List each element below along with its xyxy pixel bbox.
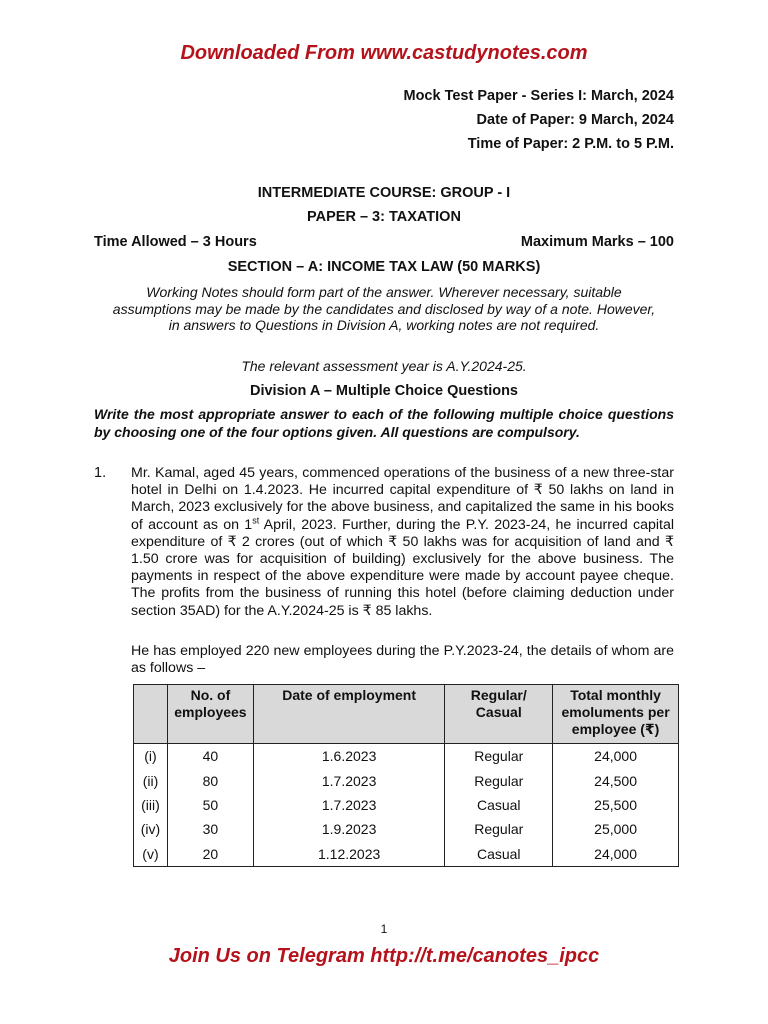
employees-table [133,684,679,867]
course-title: INTERMEDIATE COURSE: GROUP - I [257,185,511,201]
cell-type: Regular [445,817,553,841]
cell-emoluments: 24,500 [553,768,679,792]
cell-employees: 40 [167,744,253,769]
time-allowed: Time Allowed – 3 Hours [94,234,257,250]
paper-title: PAPER – 3: TAXATION [307,209,461,225]
cell-emoluments: 25,500 [553,793,679,817]
question-paragraph-2: He has employed 220 new employees during the P.Y.2023-24, the details of whom are as follows – [131,643,674,677]
col-header-serial [134,685,168,744]
question-text-a: Mr. Kamal, aged 45 years, commenced operations of the business of a new three-star hotel in Delhi on 1.4.2023. He incurred capital expenditure of ₹ 50 lakhs on land in March, 2023 exclusively for the above business, and capitalized the same in his books of account as on 1 [131,465,674,533]
download-banner[interactable]: Downloaded From www.castudynotes.com [180,42,588,64]
assessment-year-note: The relevant assessment year is A.Y.2024-25. [241,358,527,374]
table-row [134,768,679,792]
table-row [134,842,679,867]
cell-type: Regular [445,744,553,769]
question-text-b: April, 2023. Further, during the P.Y. 2023-24, he incurred capital expenditure of ₹ 2 crores (out of which ₹ 50 lakhs was for acquisition of land and ₹ 1.50 crore was for acquisition of building) exclusively for the above business. The payments in respect of the above expenditure were made by account payee cheque. The profits from the business of running this hotel (before claiming deduction under section 35AD) for the A.Y.2024-25 is ₹ 85 lakhs. [131,516,674,619]
superscript: st [252,514,260,525]
cell-date: 1.6.2023 [253,744,444,769]
time-marks-row [94,234,674,250]
cell-serial: (ii) [134,768,168,792]
cell-employees: 20 [167,842,253,867]
col-header-date: Date of employment [253,685,444,744]
col-header-emoluments: Total monthly emoluments per employee (₹) [553,685,679,744]
cell-employees: 50 [167,793,253,817]
table-row [134,817,679,841]
cell-serial: (i) [134,744,168,769]
telegram-banner[interactable]: Join Us on Telegram http://t.me/canotes_ipcc [168,945,600,967]
cell-type: Regular [445,768,553,792]
question-paragraph-1 [131,465,674,620]
cell-employees: 80 [167,768,253,792]
cell-emoluments: 24,000 [553,744,679,769]
instructions: Write the most appropriate answer to each of the following multiple choice questions by choosing one of the four options given. All questions are compulsory. [94,406,674,440]
cell-employees: 30 [167,817,253,841]
division-title: Division A – Multiple Choice Questions [249,383,519,399]
cell-type: Casual [445,793,553,817]
cell-emoluments: 25,000 [553,817,679,841]
cell-type: Casual [445,842,553,867]
cell-serial: (v) [134,842,168,867]
col-header-type: Regular/ Casual [445,685,553,744]
cell-date: 1.7.2023 [253,768,444,792]
paper-time: Time of Paper: 2 P.M. to 5 P.M. [467,136,674,152]
working-notes: Working Notes should form part of the answer. Wherever necessary, suitable assumptions may be made by the candidates and disclosed by way of a note. However, in answers to Questions in Division A, working notes are not required. [112,284,656,333]
maximum-marks: Maximum Marks – 100 [520,234,674,250]
question-number: 1. [94,465,107,481]
cell-serial: (iii) [134,793,168,817]
page-number: 1 [380,922,388,936]
paper-series: Mock Test Paper - Series I: March, 2024 [403,88,674,104]
cell-date: 1.12.2023 [253,842,444,867]
table-header-row [134,685,679,744]
col-header-employees: No. of employees [167,685,253,744]
cell-date: 1.9.2023 [253,817,444,841]
cell-emoluments: 24,000 [553,842,679,867]
paper-date: Date of Paper: 9 March, 2024 [476,112,674,128]
table-row [134,744,679,769]
cell-serial: (iv) [134,817,168,841]
cell-date: 1.7.2023 [253,793,444,817]
table-row [134,793,679,817]
section-title: SECTION – A: INCOME TAX LAW (50 MARKS) [227,259,541,275]
